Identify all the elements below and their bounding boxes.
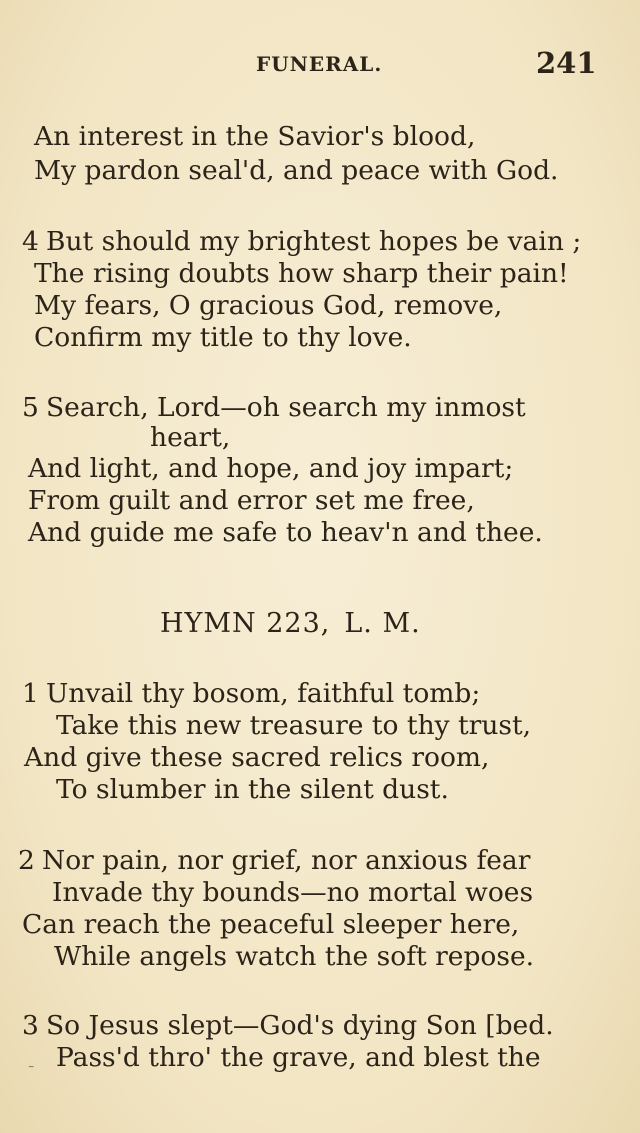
verse-line-continuation: heart, (150, 422, 231, 453)
stanza-number: 2 (18, 845, 35, 876)
verse-line: An interest in the Savior's blood, (34, 121, 476, 152)
verse-line: Unvail thy bosom, faithful tomb; (46, 678, 481, 709)
verse-line: Search, Lord—oh search my inmost (46, 392, 526, 423)
verse-line: Pass'd thro' the grave, and blest the (56, 1042, 541, 1073)
printer-mark: ⁻ (28, 1062, 35, 1076)
stanza-5-first-line (22, 392, 526, 424)
stanza-number: 5 (22, 392, 39, 423)
verse-line: But should my brightest hopes be vain ; (46, 226, 582, 257)
hymn-stanza-3-first-line (22, 1010, 554, 1042)
verse-line: My pardon seal'd, and peace with God. (34, 155, 559, 186)
verse-line: And light, and hope, and joy impart; (28, 453, 514, 484)
verse-line: Invade thy bounds—no mortal woes (52, 877, 534, 908)
page-number: 241 (536, 46, 597, 80)
verse-line: So Jesus slept—God's dying Son [bed. (46, 1010, 554, 1041)
hymn-meter: L. M. (344, 608, 421, 639)
hymn-stanza-1-first-line (22, 678, 480, 710)
verse-line: The rising doubts how sharp their pain! (34, 258, 569, 289)
verse-line: To slumber in the silent dust. (56, 774, 449, 805)
hymn-stanza-2-first-line (18, 845, 530, 877)
verse-line: Confirm my title to thy love. (34, 322, 412, 353)
hymn-number: HYMN 223, (160, 608, 331, 639)
verse-line: And guide me safe to heav'n and thee. (28, 517, 543, 548)
stanza-number: 4 (22, 226, 39, 257)
stanza-4-first-line (22, 226, 581, 258)
verse-line: Take this new treasure to thy trust, (56, 710, 532, 741)
verse-line: My fears, O gracious God, remove, (34, 290, 503, 321)
verse-line: While angels watch the soft repose. (54, 941, 535, 972)
verse-line: From guilt and error set me free, (28, 485, 475, 516)
stanza-number: 3 (22, 1010, 39, 1041)
verse-line: And give these sacred relics room, (24, 742, 490, 773)
running-head: FUNERAL. (256, 52, 383, 76)
hymn-heading (160, 608, 435, 639)
stanza-number: 1 (22, 678, 39, 709)
verse-line: Nor pain, nor grief, nor anxious fear (42, 845, 531, 876)
verse-line: Can reach the peaceful sleeper here, (22, 909, 520, 940)
